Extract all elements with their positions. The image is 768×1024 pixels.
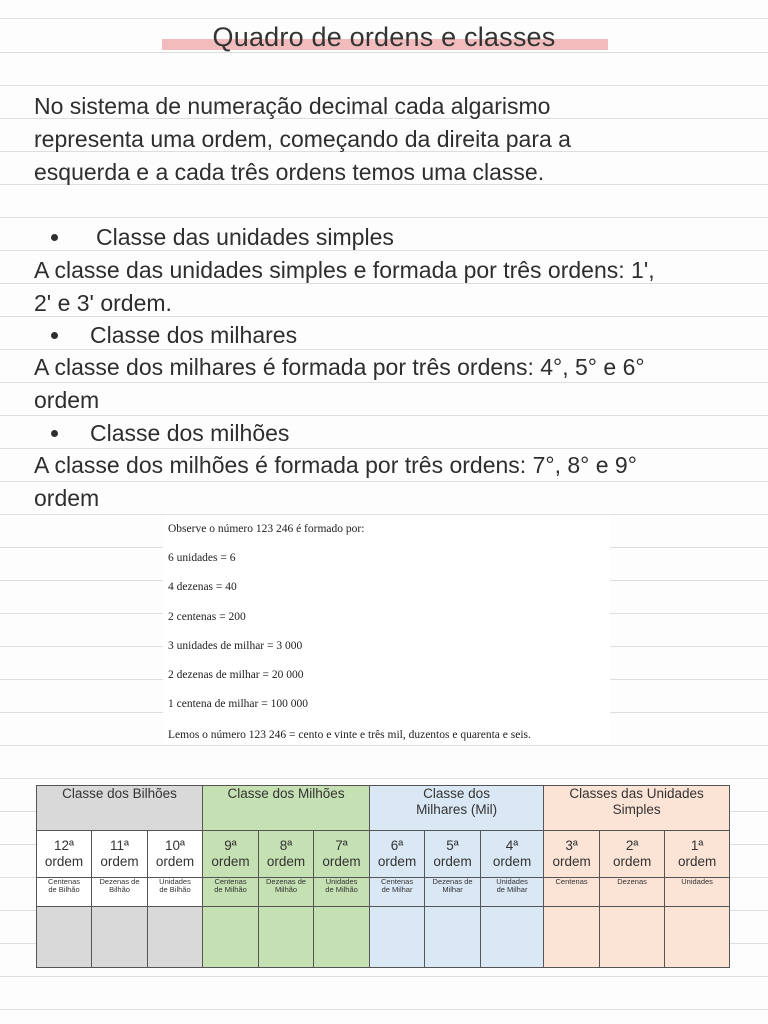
class-header-bilhoes: Classe dos Bilhões (37, 786, 203, 831)
empty-cell (544, 907, 600, 968)
sub-label: Centenas de Milhão (214, 877, 247, 894)
class-header-milhares (370, 786, 544, 831)
sub-cell (314, 878, 370, 907)
order-label: 5ª ordem (433, 838, 472, 869)
sub-cell (92, 878, 148, 907)
sub-cell (425, 878, 481, 907)
example-item: 2 centenas = 200 (168, 611, 246, 623)
sub-cell (148, 878, 203, 907)
sub-cell (259, 878, 314, 907)
order-cell (544, 831, 600, 878)
sub-cell (665, 878, 730, 907)
section-text (34, 449, 744, 515)
bullet-icon (51, 234, 58, 241)
sub-label: Unidades de Bilhão (159, 877, 191, 894)
order-cell (314, 831, 370, 878)
title-wrap (0, 22, 768, 53)
orders-table (36, 785, 730, 968)
order-cell (259, 831, 314, 878)
section-text (34, 254, 744, 320)
order-label: 6ª ordem (377, 838, 417, 869)
section-line: A classe das unidades simples e formada por três ordens: 1', (34, 257, 655, 283)
section-line: ordem (34, 387, 100, 413)
sub-cell (600, 878, 665, 907)
order-cell (425, 831, 481, 878)
sub-label: Dezenas (617, 877, 647, 886)
empty-cell (370, 907, 425, 968)
empty-cell (665, 907, 730, 968)
order-cell (481, 831, 544, 878)
sub-cell (481, 878, 544, 907)
order-cell (665, 831, 730, 878)
order-label: 4ª ordem (492, 838, 532, 869)
order-cell (370, 831, 425, 878)
class-header-milhares-label: Classe dos Milhares (Mil) (416, 786, 498, 817)
section-line: 2' e 3' ordem. (34, 290, 172, 316)
example-item: 6 unidades = 6 (168, 552, 236, 564)
sub-label: Centenas de Milhar (381, 877, 414, 894)
order-cell (203, 831, 259, 878)
intro-line: No sistema de numeração decimal cada algarismo (34, 93, 551, 119)
order-label: 2ª ordem (612, 838, 652, 869)
order-cell (148, 831, 203, 878)
empty-cell (600, 907, 665, 968)
empty-cell (92, 907, 148, 968)
section-text (34, 351, 744, 417)
section-heading: Classe dos milhares (90, 322, 298, 348)
empty-cell (314, 907, 370, 968)
section-heading: Classe dos milhões (90, 420, 290, 446)
example-item: 1 centena de milhar = 100 000 (168, 698, 308, 710)
bullet-icon (51, 332, 58, 339)
empty-cell (481, 907, 544, 968)
section-line: A classe dos milhares é formada por três ordens: 4°, 5° e 6° (34, 354, 645, 380)
sub-label: Dezenas de Bilhão (99, 877, 140, 894)
example-box (163, 515, 610, 745)
intro-line: representa uma ordem, começando da direita para a (34, 126, 571, 152)
order-cell (37, 831, 92, 878)
order-label: 12ª ordem (44, 838, 84, 869)
example-reading: Lemos o número 123 246 = cento e vinte e três mil, duzentos e quarenta e seis. (168, 729, 531, 741)
sub-label: Dezenas de Milhar (432, 877, 473, 894)
empty-cell (259, 907, 314, 968)
example-intro: Observe o número 123 246 é formado por: (168, 523, 365, 535)
sub-label: Dezenas de Milhão (266, 877, 307, 894)
order-label: 8ª ordem (266, 838, 306, 869)
order-label: 10ª ordem (155, 838, 195, 869)
sub-cell (37, 878, 92, 907)
empty-cell (37, 907, 92, 968)
sub-label: Centenas de Bilhão (47, 877, 81, 894)
sub-label: Unidades (681, 877, 713, 886)
section-line: ordem (34, 485, 100, 511)
intro-line: esquerda e a cada três ordens temos uma classe. (34, 159, 545, 185)
order-label: 11ª ordem (100, 838, 139, 869)
class-header-milhoes: Classe dos Milhões (203, 786, 370, 831)
sub-label: Centenas (555, 877, 588, 886)
class-header-unidades-label: Classes das Unidades Simples (569, 786, 704, 817)
order-label: 1ª ordem (677, 838, 717, 869)
example-item: 2 dezenas de milhar = 20 000 (168, 669, 304, 681)
example-item: 4 dezenas = 40 (168, 581, 237, 593)
empty-cell (203, 907, 259, 968)
page-title: Quadro de ordens e classes (212, 22, 556, 52)
example-item: 3 unidades de milhar = 3 000 (168, 640, 303, 652)
empty-cell (425, 907, 481, 968)
intro-paragraph (34, 90, 744, 189)
sub-cell (544, 878, 600, 907)
sub-cell (370, 878, 425, 907)
order-cell (600, 831, 665, 878)
sub-cell (203, 878, 259, 907)
order-cell (92, 831, 148, 878)
order-label: 3ª ordem (552, 838, 591, 869)
bullet-icon (51, 430, 58, 437)
sub-label: Unidades de Milhar (496, 877, 528, 894)
order-label: 9ª ordem (211, 838, 250, 869)
order-label: 7ª ordem (322, 838, 361, 869)
class-header-unidades (544, 786, 730, 831)
section-heading: Classe das unidades simples (96, 224, 394, 250)
sub-label: Unidades de Milhão (325, 877, 358, 894)
empty-cell (148, 907, 203, 968)
section-line: A classe dos milhões é formada por três ordens: 7°, 8° e 9° (34, 452, 637, 478)
